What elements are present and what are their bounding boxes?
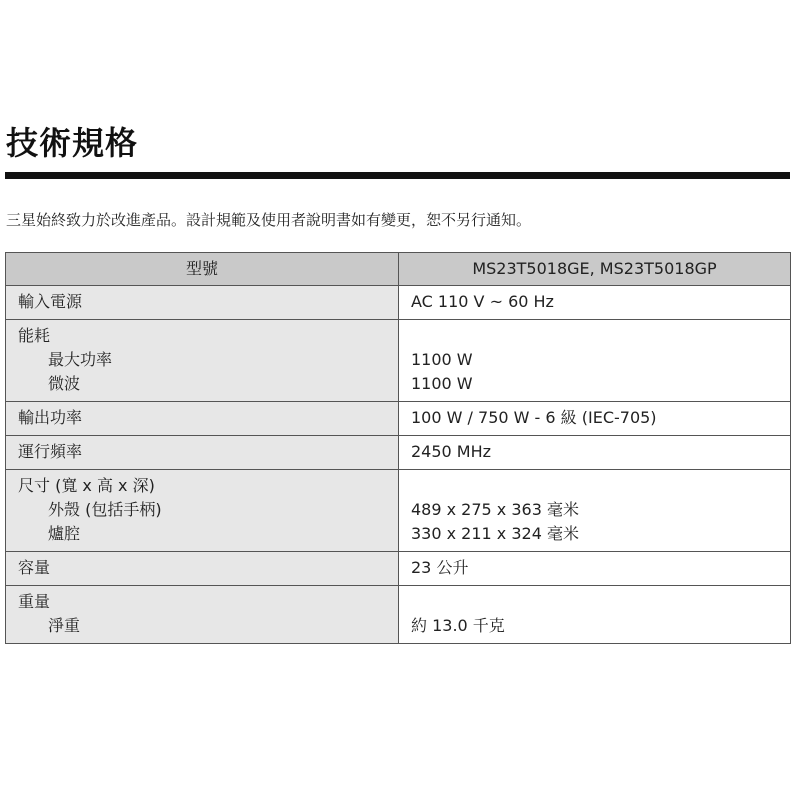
row-label: 重量: [18, 592, 51, 611]
sub-label: 爐腔: [48, 524, 81, 543]
sub-value: 1100 W: [411, 374, 473, 393]
row-label: 容量: [18, 558, 51, 577]
table-row: [6, 320, 791, 402]
row-value: 23 公升: [411, 558, 469, 577]
table-row: [6, 586, 791, 644]
row-label: 輸出功率: [18, 408, 83, 427]
model-label: 型號: [6, 253, 399, 286]
sub-label: 外殼 (包括手柄): [48, 500, 162, 519]
table-header-row: [6, 253, 791, 286]
row-label: 運行頻率: [18, 442, 83, 461]
sub-label: 最大功率: [48, 350, 113, 369]
specifications-table: [5, 252, 791, 644]
row-label: 尺寸 (寬 x 高 x 深): [18, 476, 155, 495]
table-row: [6, 436, 791, 470]
row-value: 100 W / 750 W - 6 級 (IEC-705): [411, 408, 657, 427]
row-label: 能耗: [18, 326, 51, 345]
row-label: 輸入電源: [18, 292, 83, 311]
table-row: [6, 402, 791, 436]
page-title: 技術規格: [6, 124, 139, 162]
table-row: [6, 470, 791, 552]
table-row: [6, 286, 791, 320]
model-value: MS23T5018GE, MS23T5018GP: [399, 253, 791, 286]
sub-value: 1100 W: [411, 350, 473, 369]
sub-label: 微波: [48, 374, 81, 393]
disclaimer-note: 三星始終致力於改進產品。設計規範及使用者說明書如有變更，恕不另行通知。: [6, 211, 532, 229]
title-divider: [5, 172, 790, 179]
row-value: AC 110 V ~ 60 Hz: [411, 292, 554, 311]
sub-value: 約 13.0 千克: [411, 616, 505, 635]
sub-value: 489 x 275 x 363 毫米: [411, 500, 579, 519]
sub-value: 330 x 211 x 324 毫米: [411, 524, 579, 543]
row-value: 2450 MHz: [411, 442, 492, 461]
table-row: [6, 552, 791, 586]
sub-label: 淨重: [48, 616, 81, 635]
